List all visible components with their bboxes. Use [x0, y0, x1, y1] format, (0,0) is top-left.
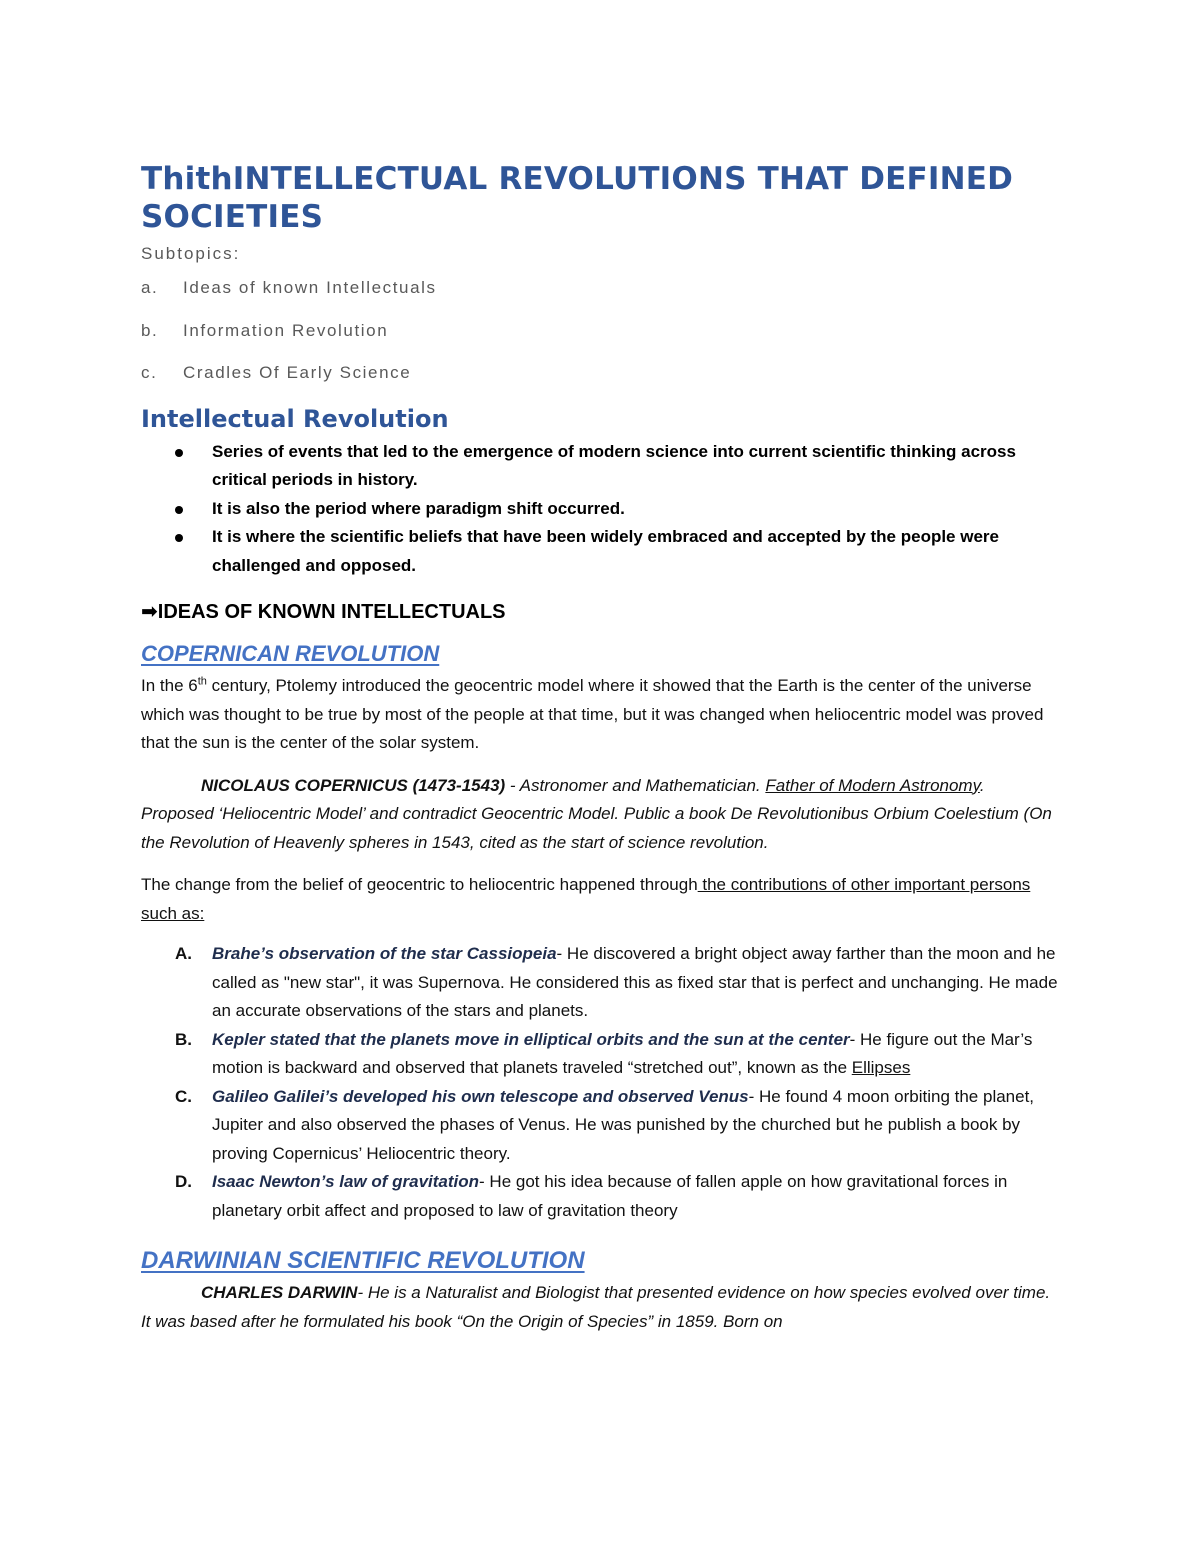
darwin-name: CHARLES DARWIN	[201, 1283, 358, 1302]
contributor-text: - He discovered a bright object away farther than the moon and he called as "new star", it was Supernova. He considered this as fixed star that is perfect and unchanging. He made an accurate observations of the stars and planets.	[212, 944, 1058, 1020]
contributor-marker: B.	[175, 1029, 192, 1049]
contributor-marker: D.	[175, 1172, 192, 1191]
contributor-item	[141, 1168, 1061, 1225]
copernican-text: In the 6	[141, 676, 198, 695]
copernican-text-cont: century, Ptolemy introduced the geocentric model where it showed that the Earth is the center of the universe which was thought to be true by most of the people at that time, but it was changed when heliocentric model was proved that the sun is the center of the solar system.	[141, 676, 1044, 752]
nicolaus-text-cont: . Proposed ‘Heliocentric Model’ and contradict Geocentric Model. Public a book De Revolutionibus Orbium Coelestium (On the Revolution of Heavenly spheres in 1543, cited as the start of science revolution.	[141, 775, 1052, 852]
subtopic-text: Ideas of known Intellectuals	[183, 278, 437, 297]
copernican-paragraph	[141, 672, 1061, 758]
subtopic-text: Information Revolution	[183, 320, 389, 340]
contributors-list	[141, 940, 1061, 1225]
subtopic-marker: a.	[141, 278, 159, 297]
intellectual-revolution-heading: Intellectual Revolution	[141, 404, 449, 433]
subtopic-item	[141, 361, 1061, 385]
nicolaus-text: - Astronomer and Mathematician.	[505, 775, 766, 795]
bullet-item	[141, 438, 1061, 495]
subtopics-label: Subtopics:	[141, 244, 241, 263]
bullet-text: It is also the period where paradigm shift occurred.	[212, 498, 625, 518]
change-underlined: the contributions of other important persons such as:	[141, 875, 1031, 923]
ideas-heading: ➡IDEAS OF KNOWN INTELLECTUALS	[141, 601, 506, 623]
contributor-item	[141, 1026, 1061, 1083]
darwin-text: - He is a Naturalist and Biologist that presented evidence on how species evolved over time. It was based after he formulated his book “On the Origin of Species” in 1859. Born on	[141, 1283, 1051, 1331]
contributor-item	[141, 940, 1061, 1026]
document-title: ThithINTELLECTUAL REVOLUTIONS THAT DEFINED SOCIETIES	[141, 161, 1014, 235]
bullet-item	[141, 495, 1061, 524]
contributor-item	[141, 1083, 1061, 1169]
nicolaus-paragraph	[141, 772, 1061, 858]
contributor-lead: Isaac Newton’s law of gravitation	[212, 1172, 480, 1191]
contributor-text: - He got his idea because of fallen apple on how gravitational forces in planetary orbit affect and proposed to law of gravitation theory	[212, 1172, 1008, 1220]
subtopic-marker: b.	[141, 320, 159, 340]
subtopics-list	[141, 276, 1061, 385]
subtopic-marker: c.	[141, 363, 158, 382]
nicolaus-underlined: Father of Modern Astronomy	[765, 775, 980, 795]
contributor-underlined: Ellipses	[851, 1058, 911, 1077]
darwinian-heading: DARWINIAN SCIENTIFIC REVOLUTION	[141, 1247, 585, 1274]
contributor-marker: A.	[175, 944, 192, 963]
document-content	[141, 160, 1061, 1336]
nicolaus-name: NICOLAUS COPERNICUS (1473-1543)	[201, 775, 506, 795]
bullet-text: Series of events that led to the emergence of modern science into current scientific thinking across critical periods in history.	[212, 441, 1016, 489]
copernican-superscript: th	[197, 675, 207, 688]
copernican-heading: COPERNICAN REVOLUTION	[141, 641, 440, 666]
bullet-item	[141, 523, 1061, 580]
contributor-text: - He figure out the Mar’s motion is backward and observed that planets traveled “stretched out”, known as the	[212, 1029, 1033, 1077]
change-paragraph	[141, 871, 1061, 928]
bullet-dot-icon	[175, 449, 183, 457]
contributor-text: - He found 4 moon orbiting the planet, Jupiter and also observed the phases of Venus. He was punished by the churched but he publish a book by proving Copernicus’ Heliocentric theory.	[212, 1086, 1035, 1163]
bullet-dot-icon	[175, 506, 183, 514]
contributor-lead: Galileo Galilei’s developed his own telescope and observed Venus	[212, 1086, 749, 1106]
contributor-marker: C.	[175, 1086, 192, 1106]
contributor-lead: Kepler stated that the planets move in elliptical orbits and the sun at the center	[212, 1029, 850, 1049]
bullet-text: It is where the scientific beliefs that have been widely embraced and accepted by the people were challenged and opposed.	[212, 527, 999, 575]
bullet-dot-icon	[175, 534, 183, 542]
subtopic-text: Cradles Of Early Science	[183, 363, 412, 382]
change-text: The change from the belief of geocentric to heliocentric happened through	[141, 875, 698, 894]
contributor-lead: Brahe’s observation of the star Cassiopeia	[212, 944, 557, 963]
darwin-paragraph	[141, 1279, 1061, 1336]
subtopic-item	[141, 276, 1061, 300]
subtopic-item	[141, 319, 1061, 343]
intellectual-bullets	[141, 438, 1061, 581]
